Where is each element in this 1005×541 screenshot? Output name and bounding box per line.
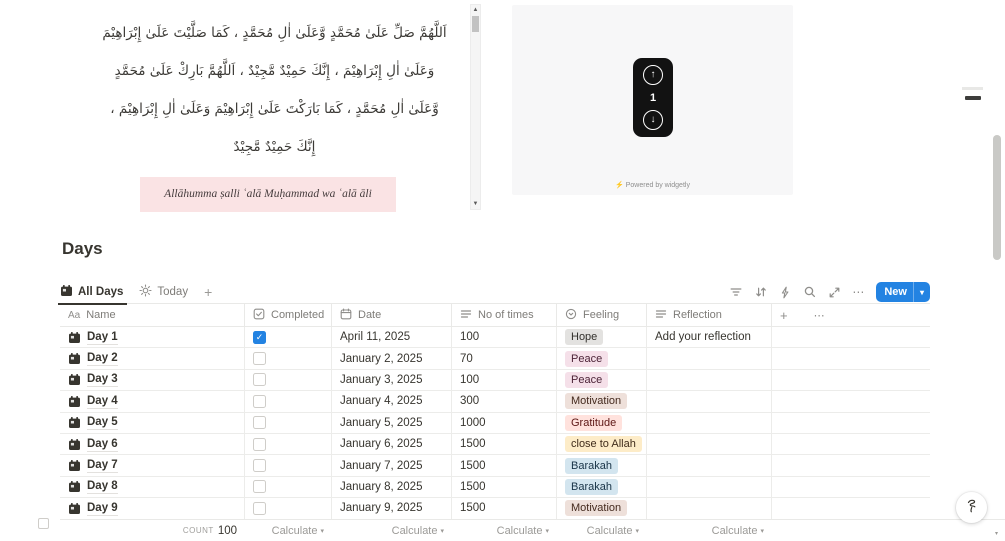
cell-date[interactable]: January 7, 2025 xyxy=(332,455,452,475)
row-title: Day 4 xyxy=(87,394,118,407)
cell-feeling[interactable] xyxy=(557,391,647,411)
cell-date[interactable]: January 3, 2025 xyxy=(332,370,452,390)
calculate-label: Calculate xyxy=(271,524,318,537)
cell-completed[interactable] xyxy=(245,455,332,475)
row-title: Day 3 xyxy=(87,373,118,386)
table-row[interactable] xyxy=(60,391,930,412)
column-header-extra xyxy=(772,304,930,326)
chevron-down-icon: ▾ xyxy=(635,527,639,535)
scrollbar-down-arrow[interactable]: ▼ xyxy=(472,201,479,207)
column-header-feeling[interactable] xyxy=(557,304,647,326)
database-toolbar xyxy=(729,282,930,302)
cell-feeling[interactable] xyxy=(557,498,647,518)
ai-doodle-icon xyxy=(963,497,980,519)
arabic-line: وَعَلَىٰ اٰلِ إِبْرَاهِيْمَ ، إِنَّكَ حَمِيْدٌ مَّجِيْدٌ ، اَللَّهُمَّ بَارِكْ عَلَىٰ مُحَمَّدٍ xyxy=(114,63,435,79)
cell-reflection[interactable] xyxy=(647,370,772,390)
footer-calculate-feeling[interactable] xyxy=(557,520,647,541)
cell-name[interactable] xyxy=(60,413,245,433)
cell-extra[interactable] xyxy=(772,413,930,433)
table-options-icon[interactable]: ⋯ xyxy=(813,309,826,322)
table-header-row xyxy=(60,304,930,327)
feeling-tag: Barakah xyxy=(565,479,618,495)
cell-extra[interactable] xyxy=(772,348,930,368)
cell-reflection[interactable] xyxy=(647,477,772,497)
completed-checkbox[interactable] xyxy=(253,480,266,493)
feeling-tag: Peace xyxy=(565,372,608,388)
arabic-dua-text xyxy=(60,0,481,166)
todo-checkbox[interactable] xyxy=(38,518,49,529)
text-lines-icon xyxy=(460,308,472,323)
date-type-icon xyxy=(340,308,352,323)
column-header-date[interactable] xyxy=(332,304,452,326)
cell-feeling[interactable] xyxy=(557,413,647,433)
completed-checkbox[interactable] xyxy=(253,352,266,365)
feeling-tag: Peace xyxy=(565,351,608,367)
arabic-line: وَّعَلَىٰ اٰلِ مُحَمَّدٍ ، كَمَا بَارَكْتَ عَلَىٰ إِبْرَاهِيْمَ وَعَلَىٰ اٰلِ إِبْرَاهِيْمَ ، xyxy=(110,101,439,117)
table-row[interactable] xyxy=(60,498,930,519)
column-label: Date xyxy=(358,309,382,321)
row-title: Day 1 xyxy=(87,330,118,343)
footer-calculate-reflection[interactable] xyxy=(647,520,772,541)
cell-reflection[interactable] xyxy=(647,434,772,454)
feeling-tag: close to Allah xyxy=(565,436,642,452)
completed-checkbox[interactable] xyxy=(253,502,266,515)
cell-extra[interactable] xyxy=(772,455,930,475)
feeling-tag: Hope xyxy=(565,329,603,345)
scrollbar-thumb[interactable] xyxy=(472,16,479,32)
cell-times[interactable]: 1500 xyxy=(452,498,557,518)
calendar-icon xyxy=(60,284,73,300)
automation-bolt-icon[interactable] xyxy=(779,286,792,299)
calendar-icon xyxy=(68,395,81,408)
arabic-dua-embed xyxy=(60,0,481,212)
cell-feeling[interactable] xyxy=(557,434,647,454)
filter-icon[interactable] xyxy=(729,285,743,299)
cell-extra[interactable] xyxy=(772,477,930,497)
footer-calculate-date[interactable] xyxy=(332,520,452,541)
chevron-down-icon: ▾ xyxy=(440,527,444,535)
transliteration-text: Allāhumma ṣalli ʿalā Muḥammad wa ʿalā āli xyxy=(164,188,372,200)
widget-credit-text: Powered by widgetly xyxy=(625,182,690,189)
cell-reflection[interactable] xyxy=(647,348,772,368)
select-type-icon xyxy=(565,308,577,323)
text-type-icon: Aa xyxy=(68,309,81,321)
column-label: Reflection xyxy=(673,309,722,321)
cell-feeling[interactable] xyxy=(557,327,647,347)
column-header-reflection[interactable] xyxy=(647,304,772,326)
cell-times[interactable]: 300 xyxy=(452,391,557,411)
cell-date[interactable]: January 9, 2025 xyxy=(332,498,452,518)
row-title: Day 6 xyxy=(87,437,118,450)
table-row[interactable] xyxy=(60,370,930,391)
cell-extra[interactable] xyxy=(772,327,930,347)
transliteration-callout xyxy=(140,177,396,212)
widget-credit xyxy=(512,181,793,189)
column-label: No of times xyxy=(478,309,534,321)
column-label: Feeling xyxy=(583,309,620,321)
database-title: Days xyxy=(62,239,103,258)
tally-counter xyxy=(633,58,673,137)
cell-reflection[interactable]: Add your reflection xyxy=(647,327,772,347)
view-tab-label: Today xyxy=(157,286,189,298)
column-label: Completed xyxy=(271,309,325,321)
cell-completed[interactable] xyxy=(245,434,332,454)
row-title: Day 5 xyxy=(87,416,118,429)
completed-checkbox[interactable]: ✓ xyxy=(253,331,266,344)
search-icon[interactable] xyxy=(803,285,817,299)
table-row[interactable] xyxy=(60,434,930,455)
more-options-icon[interactable]: ⋯ xyxy=(852,285,866,299)
calendar-icon xyxy=(68,459,81,472)
column-label: Name xyxy=(86,309,116,321)
column-header-name[interactable] xyxy=(60,304,245,326)
cell-times[interactable]: 70 xyxy=(452,348,557,368)
table-row[interactable] xyxy=(60,327,930,348)
cell-name[interactable] xyxy=(60,434,245,454)
footer-count[interactable] xyxy=(60,520,245,541)
counter-increment-button[interactable]: ↑ xyxy=(643,65,663,85)
cell-reflection[interactable] xyxy=(647,413,772,433)
checkbox-type-icon xyxy=(253,308,265,323)
view-tab-all-days[interactable] xyxy=(60,281,123,304)
divider-handle-dark xyxy=(965,96,981,100)
completed-checkbox[interactable] xyxy=(253,416,266,429)
cell-date[interactable]: January 6, 2025 xyxy=(332,434,452,454)
table-row[interactable] xyxy=(60,455,930,476)
chevron-down-icon: ▾ xyxy=(760,527,764,535)
cell-completed[interactable] xyxy=(245,498,332,518)
calendar-icon xyxy=(68,438,81,451)
footer-calculate-times[interactable] xyxy=(452,520,557,541)
completed-checkbox[interactable] xyxy=(253,395,266,408)
cell-extra[interactable] xyxy=(772,370,930,390)
cell-reflection[interactable] xyxy=(647,391,772,411)
calendar-icon xyxy=(68,331,81,344)
chevron-down-icon[interactable]: ▾ xyxy=(919,287,924,297)
cell-name[interactable] xyxy=(60,327,245,347)
counter-value: 1 xyxy=(649,91,657,104)
arabic-line: اَللَّهُمَّ صَلِّ عَلَىٰ مُحَمَّدٍ وَّعَلَىٰ اٰلِ مُحَمَّدٍ ، كَمَا صَلَّيْتَ عَلَىٰ إِبْرَاهِيْمَ xyxy=(102,25,447,41)
scroll-down-icon[interactable]: ▾ xyxy=(995,531,999,537)
cell-completed[interactable] xyxy=(245,477,332,497)
calendar-icon xyxy=(68,502,81,515)
view-tabs-row xyxy=(60,281,930,304)
new-button-label: New xyxy=(884,286,907,298)
chevron-down-icon: ▾ xyxy=(320,527,324,535)
count-value: 100 xyxy=(217,524,237,537)
counter-widget-embed xyxy=(512,5,793,195)
feeling-tag: Motivation xyxy=(565,500,627,516)
cell-extra[interactable] xyxy=(772,391,930,411)
cell-completed[interactable] xyxy=(245,413,332,433)
calculate-label: Calculate xyxy=(586,524,633,537)
cell-name[interactable] xyxy=(60,455,245,475)
cell-times[interactable]: 1500 xyxy=(452,434,557,454)
cell-date[interactable]: January 4, 2025 xyxy=(332,391,452,411)
row-title: Day 7 xyxy=(87,459,118,472)
cell-feeling[interactable] xyxy=(557,477,647,497)
column-header-completed[interactable] xyxy=(245,304,332,326)
column-header-times[interactable] xyxy=(452,304,557,326)
count-label: COUNT xyxy=(182,526,214,535)
text-lines-icon xyxy=(655,308,667,323)
cell-date[interactable]: January 5, 2025 xyxy=(332,413,452,433)
cell-name[interactable] xyxy=(60,498,245,518)
table-row[interactable] xyxy=(60,477,930,498)
calendar-icon xyxy=(68,352,81,365)
row-title: Day 8 xyxy=(87,480,118,493)
notion-ai-button[interactable] xyxy=(956,492,987,523)
cell-feeling[interactable] xyxy=(557,370,647,390)
cell-times[interactable]: 1500 xyxy=(452,477,557,497)
add-view-button[interactable]: + xyxy=(204,284,213,300)
table-footer xyxy=(60,519,1005,541)
completed-checkbox[interactable] xyxy=(253,459,266,472)
calendar-icon xyxy=(68,480,81,493)
cell-completed[interactable] xyxy=(245,391,332,411)
row-title: Day 9 xyxy=(87,501,118,514)
cell-feeling[interactable] xyxy=(557,348,647,368)
cell-date[interactable]: January 8, 2025 xyxy=(332,477,452,497)
cell-times[interactable]: 1000 xyxy=(452,413,557,433)
chevron-down-icon: ▾ xyxy=(545,527,549,535)
cell-reflection[interactable] xyxy=(647,455,772,475)
add-column-button[interactable]: + xyxy=(780,307,788,323)
cell-times[interactable]: 1500 xyxy=(452,455,557,475)
expand-icon[interactable] xyxy=(828,286,841,299)
calculate-label: Calculate xyxy=(711,524,758,537)
feeling-tag: Gratitude xyxy=(565,415,622,431)
completed-checkbox[interactable] xyxy=(253,438,266,451)
completed-checkbox[interactable] xyxy=(253,373,266,386)
cell-date[interactable]: January 2, 2025 xyxy=(332,348,452,368)
calculate-label: Calculate xyxy=(496,524,543,537)
page-scrollbar-thumb[interactable] xyxy=(993,135,1001,260)
cell-name[interactable] xyxy=(60,391,245,411)
sun-icon xyxy=(139,284,152,300)
feeling-tag: Motivation xyxy=(565,393,627,409)
cell-name[interactable] xyxy=(60,477,245,497)
view-tab-today[interactable] xyxy=(139,281,188,304)
footer-calculate-completed[interactable] xyxy=(245,520,332,541)
calendar-icon xyxy=(68,416,81,429)
cell-extra[interactable] xyxy=(772,498,930,518)
cell-extra[interactable] xyxy=(772,434,930,454)
bolt-icon: ⚡ xyxy=(615,182,624,189)
feeling-tag: Barakah xyxy=(565,458,618,474)
cell-feeling[interactable] xyxy=(557,455,647,475)
sort-icon[interactable] xyxy=(754,285,768,299)
cell-times[interactable]: 100 xyxy=(452,327,557,347)
table-row[interactable] xyxy=(60,348,930,369)
cell-name[interactable] xyxy=(60,348,245,368)
divider-handle-light xyxy=(962,87,983,90)
embed-scrollbar[interactable] xyxy=(470,4,481,210)
days-table xyxy=(60,304,930,520)
cell-times[interactable]: 100 xyxy=(452,370,557,390)
cell-completed[interactable] xyxy=(245,348,332,368)
row-title: Day 2 xyxy=(87,352,118,365)
table-row[interactable] xyxy=(60,413,930,434)
arabic-line: إِنَّكَ حَمِيْدٌ مَّجِيْدٌ xyxy=(233,139,316,155)
cell-completed[interactable] xyxy=(245,370,332,390)
counter-decrement-button[interactable]: ↓ xyxy=(643,110,663,130)
table-body xyxy=(60,327,930,520)
cell-completed[interactable] xyxy=(245,327,332,347)
cell-reflection[interactable] xyxy=(647,498,772,518)
calculate-label: Calculate xyxy=(391,524,438,537)
cell-date[interactable]: April 11, 2025 xyxy=(332,327,452,347)
scrollbar-up-arrow[interactable]: ▲ xyxy=(472,7,479,13)
view-tab-label: All Days xyxy=(78,286,124,298)
cell-name[interactable] xyxy=(60,370,245,390)
calendar-icon xyxy=(68,373,81,386)
new-button[interactable] xyxy=(876,282,930,302)
